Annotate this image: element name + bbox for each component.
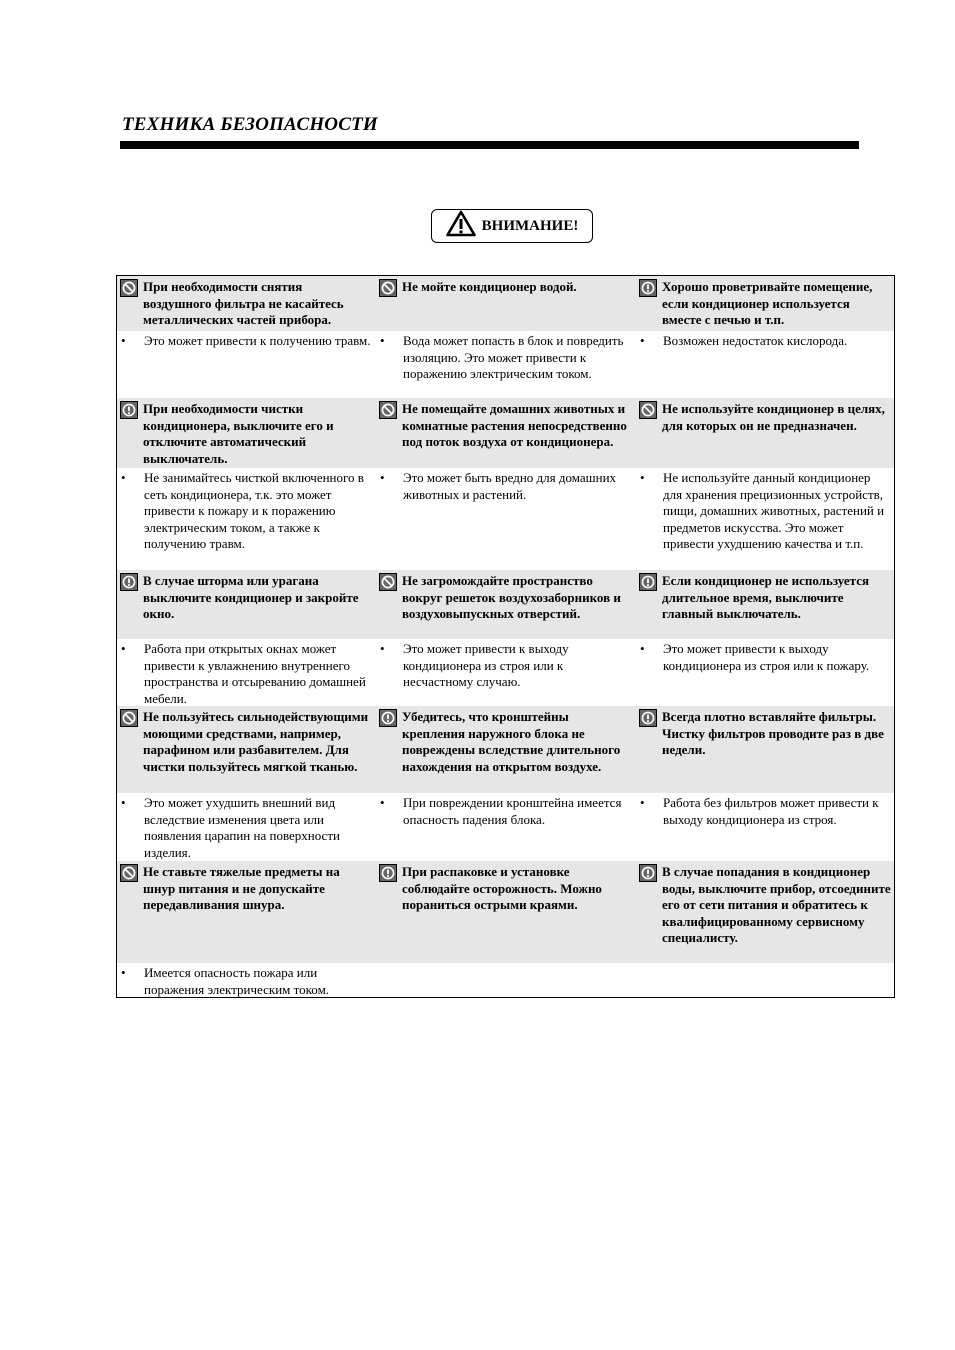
cell-body: [117, 793, 376, 861]
mandatory-icon: [639, 279, 657, 297]
mandatory-icon: [639, 573, 657, 591]
cell-heading: [376, 398, 636, 468]
cell-body: [376, 468, 636, 570]
prohibition-icon: [379, 573, 397, 591]
body-text: Это может привести к выходу кондиционера из строя или к несчастному случаю.: [403, 641, 569, 690]
mandatory-icon: [379, 709, 397, 727]
page-title: ТЕХНИКА БЕЗОПАСНОСТИ: [122, 114, 378, 135]
bullet: •: [380, 641, 385, 656]
mandatory-icon: [120, 401, 138, 419]
body-text: Работа без фильтров может привести к выходу кондиционера из строя.: [663, 795, 879, 827]
cell-body: [376, 331, 636, 398]
mandatory-icon: [379, 864, 397, 882]
cell-heading: [636, 276, 894, 331]
cell-heading: [117, 276, 376, 331]
heading-text: Не ставьте тяжелые предметы на шнур питания и не допускайте передавливания шнура.: [143, 864, 340, 913]
heading-text: Не загромождайте пространство вокруг решеток воздухозаборников и воздуховыпускных отверстий.: [402, 573, 621, 622]
body-text: При повреждении кронштейна имеется опасность падения блока.: [403, 795, 622, 827]
bullet: •: [640, 470, 645, 485]
cell-heading: [117, 570, 376, 639]
cell-heading: [117, 861, 376, 963]
cell-heading: [117, 706, 376, 793]
cell-body: [636, 331, 894, 398]
cell-body: [117, 468, 376, 570]
prohibition-icon: [120, 864, 138, 882]
bullet: •: [640, 795, 645, 810]
cell-heading: [636, 861, 894, 963]
prohibition-icon: [120, 709, 138, 727]
cell-heading: [376, 861, 636, 963]
mandatory-icon: [120, 573, 138, 591]
body-text: Возможен недостаток кислорода.: [663, 333, 848, 348]
bullet: •: [380, 333, 385, 348]
prohibition-icon: [120, 279, 138, 297]
bullet: •: [121, 795, 126, 810]
bullet: •: [121, 641, 126, 656]
mandatory-icon: [639, 709, 657, 727]
bullet: •: [121, 470, 126, 485]
cell-body: [636, 468, 894, 570]
body-text: Это может ухудшить внешний вид вследствие изменения цвета или появления царапин на поверхности изделия.: [144, 795, 340, 860]
heading-text: Убедитесь, что кронштейны крепления наружного блока не повреждены вследствие длительного нахождения на открытом воздухе.: [402, 709, 621, 774]
cell-heading: [376, 276, 636, 331]
heading-text: Если кондиционер не используется длительное время, выключите главный выключатель.: [662, 573, 869, 622]
bullet: •: [640, 333, 645, 348]
body-text: Это может привести к выходу кондиционера из строя или к пожару.: [663, 641, 870, 673]
cell-heading: [636, 706, 894, 793]
body-text: Работа при открытых окнах может привести к увлажнению внутреннего пространства и отсыреванию домашней мебели.: [144, 641, 366, 706]
heading-text: Не мойте кондиционер водой.: [402, 279, 577, 294]
cell-body: [117, 639, 376, 706]
prohibition-icon: [379, 401, 397, 419]
heading-text: Не пользуйтесь сильнодействующими моющими средствами, например, парафином или разбавителем. Для чистки пользуйтесь мягкой тканью.: [143, 709, 369, 774]
cell-body: [636, 793, 894, 861]
bullet: •: [640, 641, 645, 656]
heading-text: В случае попадания в кондиционер воды, выключите прибор, отсоедините его от сети питания и обратитесь к квалифицированному сервисному специалисту.: [662, 864, 891, 946]
cell-heading: [636, 398, 894, 468]
cell-body: [117, 331, 376, 398]
bullet: •: [121, 333, 126, 348]
cell-body: [636, 639, 894, 706]
heading-text: При распаковке и установке соблюдайте осторожность. Можно пораниться острыми краями.: [402, 864, 602, 913]
body-text: Не используйте данный кондиционер для хранения прецизионных устройств, пищи, домашних животных, растений и предметов искусства. Это может привести ухудшению качества и т.п.: [663, 470, 885, 552]
body-text: Вода может попасть в блок и повредить изоляцию. Это может привести к поражению электрическим током.: [403, 333, 624, 382]
heading-text: Хорошо проветривайте помещение, если кондиционер используется вместе с печью и т.п.: [662, 279, 873, 328]
prohibition-icon: [639, 401, 657, 419]
warning-box: [431, 209, 593, 243]
cell-heading: [636, 570, 894, 639]
cell-heading: [117, 398, 376, 468]
heading-text: Не используйте кондиционер в целях, для которых он не предназначен.: [662, 401, 885, 433]
cell-body: [376, 793, 636, 861]
cell-body: [117, 963, 376, 997]
cell-body: [376, 639, 636, 706]
body-text: Не занимайтесь чисткой включенного в сеть кондиционера, т.к. это может привести к пожару и к поражению электрическим током, а также к получению травм.: [144, 470, 364, 552]
body-text: Это может привести к получению травм.: [144, 333, 371, 348]
heading-text: При необходимости снятия воздушного фильтра не касайтесь металлических частей прибора.: [143, 279, 344, 328]
mandatory-icon: [639, 864, 657, 882]
heading-text: Не помещайте домашних животных и комнатные растения непосредственно под поток воздуха от кондиционера.: [402, 401, 627, 450]
heading-text: Всегда плотно вставляйте фильтры. Чистку фильтров проводите раз в две недели.: [662, 709, 884, 758]
warning-triangle-icon: [446, 210, 476, 242]
cell-heading: [376, 570, 636, 639]
body-text: Это может быть вредно для домашних животных и растений.: [403, 470, 617, 502]
heading-text: В случае шторма или урагана выключите кондиционер и закройте окно.: [143, 573, 359, 622]
bullet: •: [380, 795, 385, 810]
safety-table: [116, 275, 895, 998]
bullet: •: [121, 965, 126, 980]
cell-body-empty: [376, 963, 636, 997]
heading-text: При необходимости чистки кондиционера, выключите его и отключите автоматический выключатель.: [143, 401, 334, 466]
cell-body-empty: [636, 963, 894, 997]
bullet: •: [380, 470, 385, 485]
prohibition-icon: [379, 279, 397, 297]
warning-label: ВНИМАНИЕ!: [481, 217, 579, 234]
cell-heading: [376, 706, 636, 793]
title-underline: [120, 141, 859, 149]
body-text: Имеется опасность пожара или поражения электрическим током.: [144, 965, 330, 997]
